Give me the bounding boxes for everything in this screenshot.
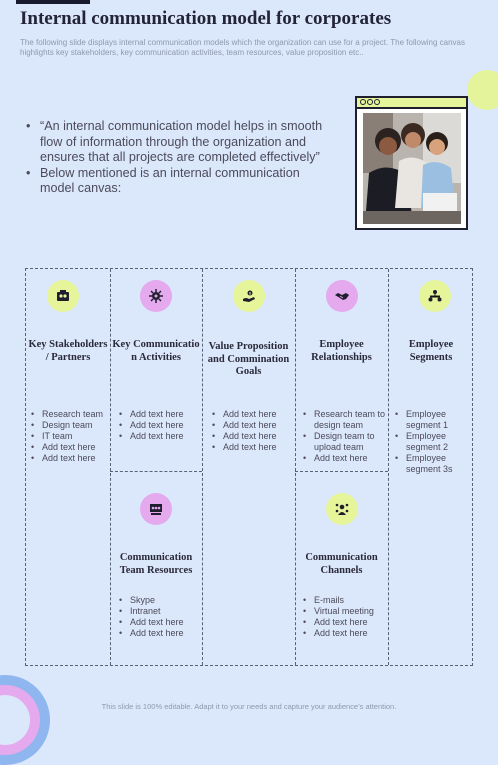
list-item: • Design team bbox=[31, 420, 109, 431]
photo-window bbox=[355, 96, 468, 230]
list-item: • Add text here bbox=[212, 431, 294, 442]
list-item: • Add text here bbox=[119, 431, 201, 442]
list-item: • Employee segment 1 bbox=[395, 409, 471, 431]
decorative-circle bbox=[467, 70, 498, 110]
channels-icon bbox=[326, 493, 358, 525]
canvas-divider bbox=[295, 269, 296, 665]
column-heading: Communication Channels bbox=[305, 552, 378, 576]
column-heading: Value Proposition and Commination Goals bbox=[207, 341, 290, 377]
segments-icon bbox=[419, 280, 451, 312]
intro-quote: • “An internal communication model helps in smooth flow of information through the organization and ensures that all projects are completed effectively” bbox=[26, 119, 326, 166]
top-accent-bar bbox=[16, 0, 90, 4]
column-list bbox=[395, 409, 471, 475]
column-list bbox=[212, 409, 294, 453]
svg-text:$: $ bbox=[248, 290, 252, 296]
list-item: • Research team to design team bbox=[303, 409, 387, 431]
activities-icon bbox=[140, 280, 172, 312]
page-subtitle: The following slide displays internal communication models which the organization can use for a project. The following canvas highlights key stakeholders, key communication activities, team resources, value proposition etc.. bbox=[20, 38, 465, 57]
list-item: • Add text here bbox=[303, 628, 387, 639]
list-item: • Intranet bbox=[119, 606, 201, 617]
list-item: • Virtual meeting bbox=[303, 606, 387, 617]
canvas-divider bbox=[388, 269, 389, 665]
list-item: • Add text here bbox=[119, 409, 201, 420]
intro-lead: • Below mentioned is an internal communication model canvas: bbox=[26, 166, 326, 197]
list-item: • IT team bbox=[31, 431, 109, 442]
model-canvas bbox=[25, 268, 473, 666]
list-item: • Research team bbox=[31, 409, 109, 420]
column-heading: Key Communicatio n Activities bbox=[112, 339, 200, 363]
list-item: • Add text here bbox=[303, 617, 387, 628]
column-heading: Communication Team Resources bbox=[119, 552, 193, 576]
list-item: • Add text here bbox=[119, 617, 201, 628]
canvas-divider bbox=[202, 269, 203, 665]
column-list bbox=[119, 409, 201, 442]
footer-note: This slide is 100% editable. Adapt it to your needs and capture your audience’s attention. bbox=[101, 702, 397, 711]
column-list bbox=[31, 409, 109, 464]
column-heading: Key Stakeholders / Partners bbox=[28, 339, 108, 363]
list-item: • Employee segment 3s bbox=[395, 453, 471, 475]
column-list bbox=[119, 595, 201, 639]
window-titlebar bbox=[357, 98, 466, 109]
window-dot-icon bbox=[367, 99, 373, 105]
list-item: • Add text here bbox=[31, 442, 109, 453]
column-heading: Employee Relationships bbox=[311, 339, 372, 363]
column-list bbox=[303, 409, 387, 464]
intro-text bbox=[26, 119, 326, 197]
value-proposition-icon bbox=[233, 280, 265, 312]
list-item: • Employee segment 2 bbox=[395, 431, 471, 453]
team-photo bbox=[363, 113, 461, 224]
canvas-divider bbox=[110, 471, 202, 472]
canvas-divider bbox=[295, 471, 388, 472]
list-item: • Add text here bbox=[212, 409, 294, 420]
list-item: • Skype bbox=[119, 595, 201, 606]
column-heading: Employee Segments bbox=[408, 339, 454, 363]
stakeholders-icon bbox=[47, 280, 79, 312]
handshake-icon bbox=[326, 280, 358, 312]
window-dot-icon bbox=[360, 99, 366, 105]
list-item: • Add text here bbox=[212, 442, 294, 453]
list-item: • Add text here bbox=[31, 453, 109, 464]
page-title: Internal communication model for corporates bbox=[20, 8, 392, 29]
list-item: • E-mails bbox=[303, 595, 387, 606]
list-item: • Design team to upload team bbox=[303, 431, 387, 453]
team-resources-icon bbox=[140, 493, 172, 525]
column-list bbox=[303, 595, 387, 639]
list-item: • Add text here bbox=[119, 628, 201, 639]
window-dot-icon bbox=[374, 99, 380, 105]
list-item: • Add text here bbox=[119, 420, 201, 431]
list-item: • Add text here bbox=[303, 453, 387, 464]
list-item: • Add text here bbox=[212, 420, 294, 431]
canvas-divider bbox=[110, 269, 111, 665]
